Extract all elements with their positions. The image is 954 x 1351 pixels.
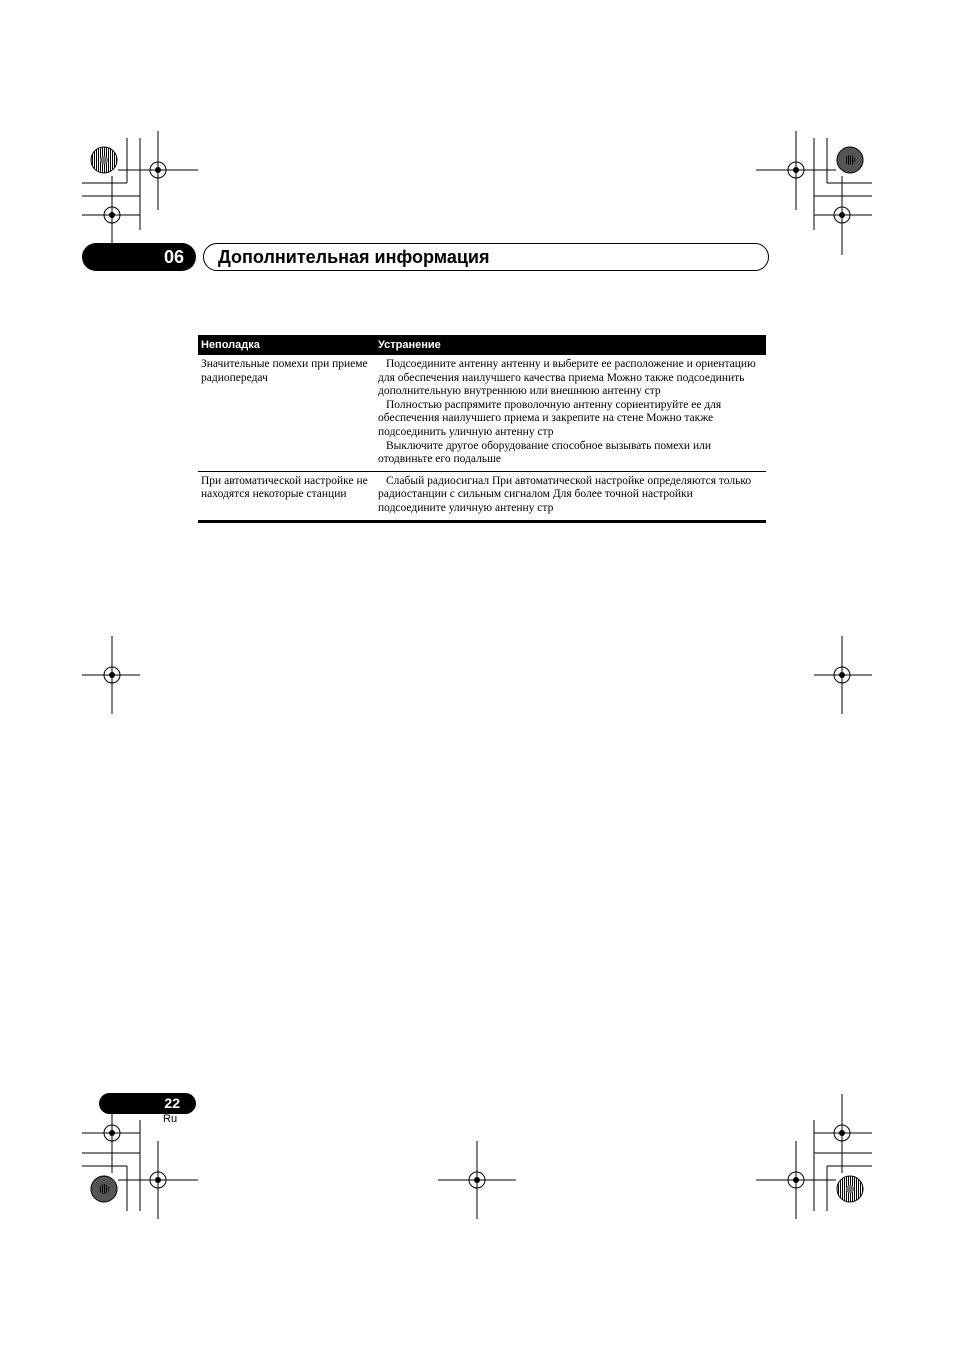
remedy-cell	[375, 355, 766, 471]
page-number: 22	[164, 1095, 180, 1111]
remedy-text: Полностью распрямите проволочную антенну сориентируйте ее для обеспечения наилучшего приема и закрепите на стене Можно также подсоединить уличную антенну стр	[378, 398, 722, 438]
table-row	[198, 355, 766, 471]
remedy-item	[378, 399, 763, 440]
table-row	[198, 471, 766, 521]
page-number-badge	[99, 1093, 196, 1114]
remedy-item	[378, 358, 763, 399]
troubleshooting-table	[198, 335, 766, 523]
remedy-text: Выключите другое оборудование способное вызывать помехи или отодвиньте его подальше	[378, 439, 711, 466]
color-target-icon	[837, 147, 863, 173]
language-code: Ru	[163, 1113, 178, 1125]
title-frame	[203, 243, 769, 271]
remedy-text: Подсоедините антенну антенну и выберите ее расположение и ориентацию для обеспечения наилучшего качества приема Можно также подсоединить дополнительную внутреннюю или внешнюю антенну стр	[378, 358, 756, 398]
color-target-icon	[91, 147, 117, 173]
remedy-text: Слабый радиосигнал При автоматической настройке определяются только радиостанции с сильным сигналом Для более точной настройки подсоедините уличную антенну стр	[378, 474, 752, 514]
remedy-item	[378, 475, 763, 516]
table-header-row	[198, 335, 766, 355]
problem-cell: При автоматической настройке не находятся некоторые станции	[201, 474, 368, 501]
remedy-item	[378, 440, 763, 467]
problem-cell: Значительные помехи при приеме радиопередач	[198, 355, 375, 471]
chapter-badge	[82, 243, 196, 271]
color-target-icon	[837, 1176, 863, 1202]
column-header-remedy: Устранение	[375, 335, 766, 355]
remedy-cell	[375, 471, 766, 521]
chapter-number: 06	[163, 247, 184, 267]
column-header-problem: Неполадка	[198, 335, 375, 355]
color-target-icon	[91, 1176, 117, 1202]
page-title: Дополнительная информация	[218, 247, 490, 267]
